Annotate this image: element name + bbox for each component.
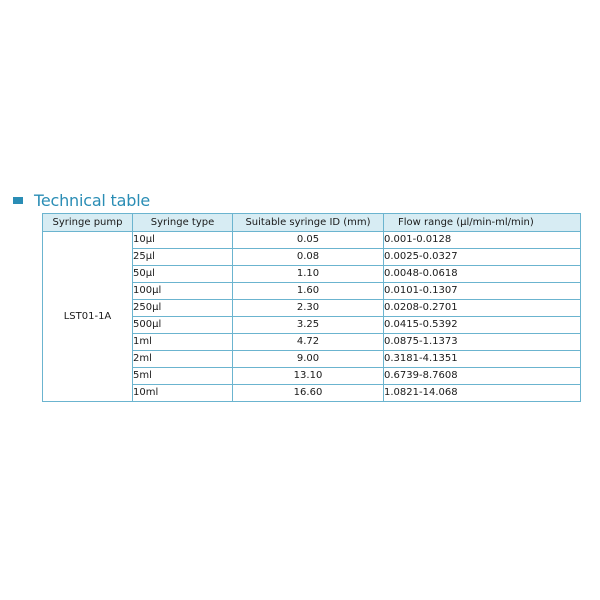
syringe-type-cell: 10ml (133, 385, 233, 402)
syringe-type-cell: 500μl (133, 317, 233, 334)
syringe-type-cell: 50μl (133, 266, 233, 283)
flow-range-cell: 0.0875-1.1373 (384, 334, 581, 351)
table-header-row (43, 214, 581, 232)
syringe-id-cell: 13.10 (233, 368, 384, 385)
section-marker-icon (13, 197, 23, 204)
header-flow-range: Flow range (μl/min-ml/min) (384, 214, 581, 232)
syringe-id-cell: 9.00 (233, 351, 384, 368)
header-syringe-id: Suitable syringe ID (mm) (233, 214, 384, 232)
syringe-id-cell: 3.25 (233, 317, 384, 334)
table-body (43, 232, 581, 402)
syringe-id-cell: 0.05 (233, 232, 384, 249)
flow-range-cell: 0.0048-0.0618 (384, 266, 581, 283)
header-syringe-type: Syringe type (133, 214, 233, 232)
section-header (13, 189, 150, 211)
syringe-type-cell: 1ml (133, 334, 233, 351)
syringe-id-cell: 1.60 (233, 283, 384, 300)
flow-range-cell: 0.0025-0.0327 (384, 249, 581, 266)
syringe-id-cell: 2.30 (233, 300, 384, 317)
flow-range-cell: 0.0415-0.5392 (384, 317, 581, 334)
pump-model-cell: LST01-1A (43, 232, 133, 402)
section-title: Technical table (34, 190, 151, 210)
syringe-type-cell: 2ml (133, 351, 233, 368)
flow-range-cell: 0.6739-8.7608 (384, 368, 581, 385)
flow-range-cell: 0.0208-0.2701 (384, 300, 581, 317)
syringe-type-cell: 250μl (133, 300, 233, 317)
flow-range-cell: 1.0821-14.068 (384, 385, 581, 402)
syringe-id-cell: 16.60 (233, 385, 384, 402)
syringe-type-cell: 100μl (133, 283, 233, 300)
table-row (43, 232, 581, 249)
syringe-id-cell: 4.72 (233, 334, 384, 351)
header-syringe-pump: Syringe pump (43, 214, 133, 232)
syringe-type-cell: 25μl (133, 249, 233, 266)
syringe-type-cell: 10μl (133, 232, 233, 249)
syringe-type-cell: 5ml (133, 368, 233, 385)
flow-range-cell: 0.3181-4.1351 (384, 351, 581, 368)
syringe-id-cell: 0.08 (233, 249, 384, 266)
syringe-id-cell: 1.10 (233, 266, 384, 283)
technical-table (42, 213, 581, 402)
flow-range-cell: 0.001-0.0128 (384, 232, 581, 249)
table-header (43, 214, 581, 232)
flow-range-cell: 0.0101-0.1307 (384, 283, 581, 300)
